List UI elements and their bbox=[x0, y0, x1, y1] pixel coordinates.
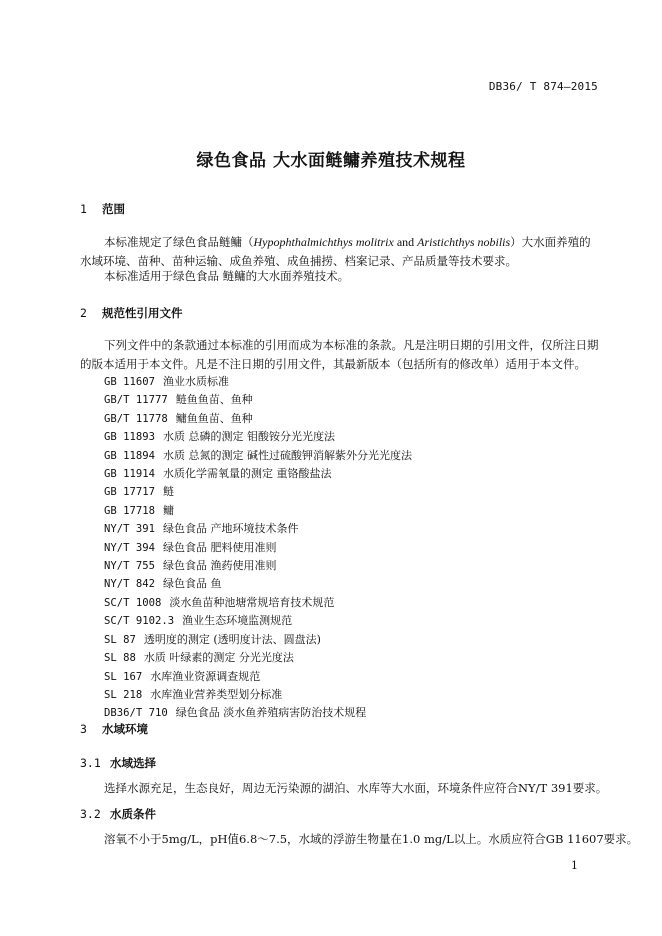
document-code: DB36/ T 874—2015 bbox=[488, 80, 598, 93]
reference-code: SL 167 bbox=[104, 670, 143, 683]
reference-code: GB/T 11778 bbox=[104, 412, 168, 425]
reference-code: SC/T 1008 bbox=[104, 596, 162, 609]
document-title: 绿色食品 大水面鲢鳙养殖技术规程 bbox=[196, 151, 466, 171]
section-number: 2 bbox=[80, 306, 87, 320]
scope-applicability: 本标准适用于绿色食品 鲢鳙的大水面养殖技术。 bbox=[104, 269, 350, 283]
reference-item bbox=[104, 465, 412, 483]
reference-title: 水质 总氮的测定 碱性过硫酸钾消解紫外分光光度法 bbox=[163, 448, 413, 462]
reference-title: 鳙鱼鱼苗、鱼种 bbox=[175, 411, 253, 425]
reference-list bbox=[104, 373, 412, 723]
reference-item bbox=[104, 557, 412, 575]
subsection-heading-water-selection bbox=[80, 755, 156, 771]
reference-item bbox=[104, 520, 412, 538]
reference-item bbox=[104, 612, 412, 630]
scope-paragraph bbox=[80, 233, 600, 271]
reference-title: 绿色食品 产地环境技术条件 bbox=[163, 522, 299, 536]
reference-code: GB 17717 bbox=[104, 486, 156, 499]
reference-code: NY/T 394 bbox=[104, 541, 156, 554]
reference-title: 水库渔业营养类型划分标准 bbox=[150, 687, 283, 701]
reference-title: 水质 总磷的测定 钼酸铵分光光度法 bbox=[163, 430, 336, 444]
reference-title: 渔业生态环境监测规范 bbox=[182, 614, 293, 628]
reference-title: 渔业水质标准 bbox=[163, 375, 230, 388]
species-conjunction: and bbox=[393, 235, 418, 249]
reference-code: NY/T 842 bbox=[104, 578, 156, 591]
species-name-silver-carp: Hypophthalmichthys molitrix bbox=[253, 235, 394, 249]
section-heading-water-environment bbox=[80, 721, 148, 737]
reference-code: SL 87 bbox=[104, 633, 136, 646]
reference-item bbox=[104, 686, 412, 704]
reference-item bbox=[104, 391, 412, 409]
reference-code: SL 218 bbox=[104, 688, 143, 701]
reference-item bbox=[104, 575, 412, 593]
reference-title: 透明度的测定 (透明度计法、圆盘法) bbox=[143, 632, 321, 646]
section-title: 规范性引用文件 bbox=[102, 306, 183, 320]
reference-item bbox=[104, 539, 412, 557]
reference-code: GB 11893 bbox=[104, 431, 156, 444]
reference-code: SC/T 9102.3 bbox=[104, 615, 175, 628]
reference-code: DB36/T 710 bbox=[104, 707, 168, 720]
subsection-title: 水质条件 bbox=[110, 807, 156, 821]
reference-item bbox=[104, 428, 412, 446]
subsection-title: 水域选择 bbox=[110, 756, 156, 770]
reference-code: GB 11914 bbox=[104, 468, 156, 481]
section-number: 1 bbox=[80, 202, 87, 216]
reference-item bbox=[104, 704, 412, 722]
section-heading-scope bbox=[80, 201, 125, 217]
reference-item bbox=[104, 502, 412, 520]
reference-code: NY/T 755 bbox=[104, 560, 156, 573]
reference-code: GB/T 11777 bbox=[104, 394, 168, 407]
reference-code: GB 11607 bbox=[104, 376, 156, 388]
section-heading-normative-references bbox=[80, 305, 183, 321]
reference-code: SL 88 bbox=[104, 652, 136, 665]
reference-title: 水质化学需氧量的测定 重铬酸盐法 bbox=[163, 467, 332, 481]
normative-intro: 下列文件中的条款通过本标准的引用而成为本标准的条款。凡是注明日期的引用文件，仅所注日期的版本适用于本文件。凡是不注日期的引用文件，其最新版本（包括所有的修改单）适用于本文件。 bbox=[80, 338, 599, 371]
reference-title: 鳙 bbox=[163, 503, 175, 517]
water-quality-text: 溶氧不小于5mg/L，pH值6.8～7.5，水域的浮游生物量在1.0 mg/L以上。水质应符合GB 11607要求。 bbox=[104, 832, 639, 846]
reference-item bbox=[104, 373, 412, 391]
reference-item bbox=[104, 410, 412, 428]
reference-item bbox=[104, 668, 412, 686]
species-name-bighead-carp: Aristichthys nobilis bbox=[417, 235, 511, 249]
reference-code: GB 11894 bbox=[104, 449, 156, 462]
subsection-number: 3.2 bbox=[80, 807, 101, 821]
subsection-heading-water-quality bbox=[80, 806, 156, 822]
reference-title: 水质 叶绿素的测定 分光光度法 bbox=[143, 651, 294, 665]
section-number: 3 bbox=[80, 722, 87, 736]
section-title: 水域环境 bbox=[102, 722, 148, 736]
reference-item bbox=[104, 594, 412, 612]
reference-title: 淡水鱼苗种池塘常规培育技术规范 bbox=[169, 595, 335, 609]
subsection-number: 3.1 bbox=[80, 756, 101, 770]
reference-item bbox=[104, 447, 412, 465]
water-selection-text: 选择水源充足，生态良好，周边无污染源的湖泊、水库等大水面，环境条件应符合NY/T 391要求。 bbox=[104, 781, 608, 795]
reference-title: 绿色食品 鱼 bbox=[163, 577, 222, 591]
scope-text-part: ）大水面养殖的水域环境、苗种、苗种运输、成鱼养殖、成鱼捕捞、档案记录、产品质量等技术要求。 bbox=[80, 235, 591, 268]
reference-title: 绿色食品 肥料使用准则 bbox=[163, 540, 277, 554]
scope-text-part: 本标准规定了绿色食品鲢鳙（ bbox=[104, 235, 254, 249]
reference-code: NY/T 391 bbox=[104, 523, 156, 536]
reference-title: 水库渔业资源调查规范 bbox=[150, 669, 261, 683]
reference-code: GB 17718 bbox=[104, 504, 156, 517]
reference-item bbox=[104, 483, 412, 501]
reference-item bbox=[104, 631, 412, 649]
reference-title: 鲢鱼鱼苗、鱼种 bbox=[175, 393, 253, 407]
reference-item bbox=[104, 649, 412, 667]
reference-title: 鲢 bbox=[163, 485, 175, 499]
reference-title: 绿色食品 淡水鱼养殖病害防治技术规程 bbox=[175, 706, 367, 720]
section-title: 范围 bbox=[102, 202, 125, 216]
page-number: 1 bbox=[571, 859, 578, 872]
reference-title: 绿色食品 渔药使用准则 bbox=[163, 559, 277, 573]
